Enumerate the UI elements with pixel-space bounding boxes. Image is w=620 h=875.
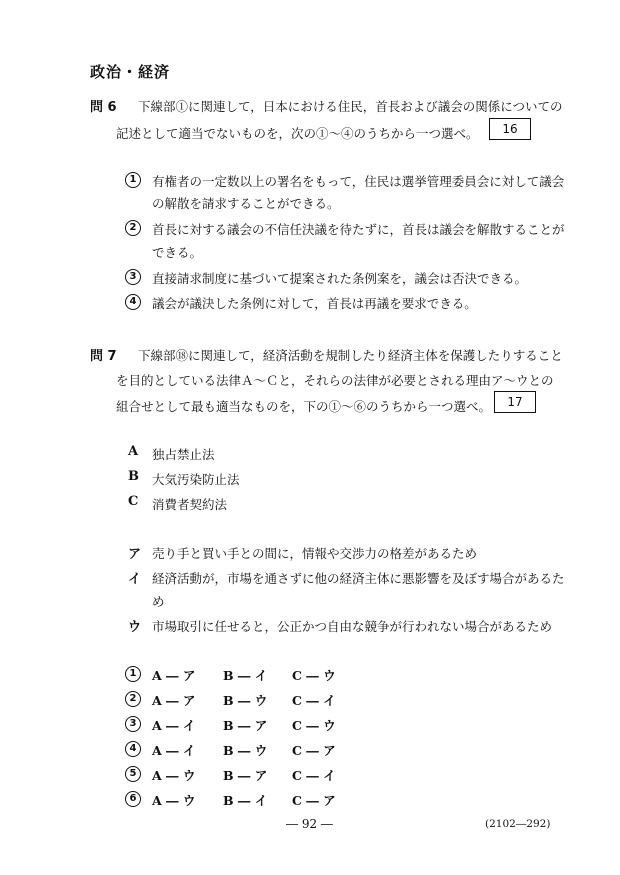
combo-6-b: B ― イ — [223, 793, 268, 808]
section-title: 政治・経済 — [90, 63, 171, 81]
combo-6-c: C ― ア — [292, 793, 336, 808]
q6-option-1-line1: 有権者の一定数以上の署名をもって，住民は選挙管理委員会に対して議会 — [152, 174, 565, 189]
q6-option-2-line2: できる。 — [152, 245, 203, 260]
reason-u-line1: 市場取引に任せると，公正かつ自由な競争が行われない場合があるため — [152, 619, 553, 634]
q6-stem-line1: 下線部①に関連して，日本における住民，首長および議会の関係についての — [138, 99, 563, 114]
combo-4-a: A ― イ — [152, 743, 196, 758]
q7-label: 問 7 — [90, 349, 117, 364]
combo-4-b: B ― ウ — [223, 743, 268, 758]
combo-4-number: 4 — [125, 741, 141, 757]
combo-3-b: B ― ア — [223, 718, 268, 733]
q6-option-2-line1: 首長に対する議会の不信任決議を待たずに，首長は議会を解散することが — [152, 222, 565, 237]
combo-2-c: C ― イ — [292, 693, 336, 708]
law-b-letter: B — [128, 469, 139, 484]
reason-i-line2: め — [152, 594, 165, 609]
combo-2-b: B ― ウ — [223, 693, 268, 708]
q6-stem-line2: 記述として適当でないものを，次の①～④のうちから一つ選べ。 — [116, 126, 479, 141]
combo-2-a: A ― ア — [152, 693, 196, 708]
document-code: (2102―292) — [485, 818, 551, 830]
combo-1-number: 1 — [125, 666, 141, 682]
combo-3-number: 3 — [125, 716, 141, 732]
law-a-letter: A — [128, 444, 139, 459]
law-c-text: 消費者契約法 — [152, 497, 228, 512]
q6-answer-box[interactable]: 16 — [489, 118, 531, 140]
q7-answer-box[interactable]: 17 — [494, 391, 536, 413]
q6-option-1-line2: の解散を請求することができる。 — [152, 196, 340, 211]
combo-6-a: A ― ウ — [152, 793, 196, 808]
q7-stem-line1: 下線部⑱に関連して，経済活動を規制したり経済主体を保護したりすること — [138, 348, 563, 363]
q6-option-1-number: 1 — [125, 172, 141, 188]
combo-3-c: C ― ウ — [292, 718, 336, 733]
combo-4-c: C ― ア — [292, 743, 336, 758]
q7-stem-line2: を目的としている法律Ａ～Ｃと，それらの法律が必要とされる理由ア～ウとの — [116, 373, 554, 388]
q7-stem-line3: 組合せとして最も適当なものを，下の①～⑥のうちから一つ選べ。 — [116, 399, 492, 414]
q6-option-4-line1: 議会が議決した条例に対して，首長は再議を要求できる。 — [152, 296, 477, 311]
reason-a-kana: ア — [128, 547, 142, 562]
combo-5-a: A ― ウ — [152, 768, 196, 783]
q6-label: 問 6 — [90, 100, 117, 115]
combo-1-c: C ― ウ — [292, 668, 336, 683]
law-a-text: 独占禁止法 — [152, 447, 215, 462]
q6-option-3-number: 3 — [125, 269, 141, 285]
law-c-letter: C — [128, 494, 139, 509]
combo-3-a: A ― イ — [152, 718, 196, 733]
combo-1-a: A ― ア — [152, 668, 196, 683]
q6-option-3-line1: 直接請求制度に基づいて提案された条例案を，議会は否決できる。 — [152, 271, 528, 286]
combo-5-number: 5 — [125, 766, 141, 782]
combo-5-c: C ― イ — [292, 768, 336, 783]
combo-2-number: 2 — [125, 691, 141, 707]
q6-option-2-number: 2 — [125, 220, 141, 236]
reason-a-line1: 売り手と買い手との間に，情報や交渉力の格差があるため — [152, 546, 478, 561]
page-number: ― 92 ― — [286, 817, 333, 831]
combo-6-number: 6 — [125, 791, 141, 807]
reason-i-line1: 経済活動が，市場を通さずに他の経済主体に悪影響を及ぼす場合があるた — [152, 571, 565, 586]
combo-5-b: B ― ア — [223, 768, 268, 783]
combo-1-b: B ― イ — [223, 668, 268, 683]
reason-u-kana: ウ — [128, 620, 142, 635]
q6-option-4-number: 4 — [125, 294, 141, 310]
law-b-text: 大気汚染防止法 — [152, 472, 240, 487]
reason-i-kana: イ — [128, 572, 142, 587]
